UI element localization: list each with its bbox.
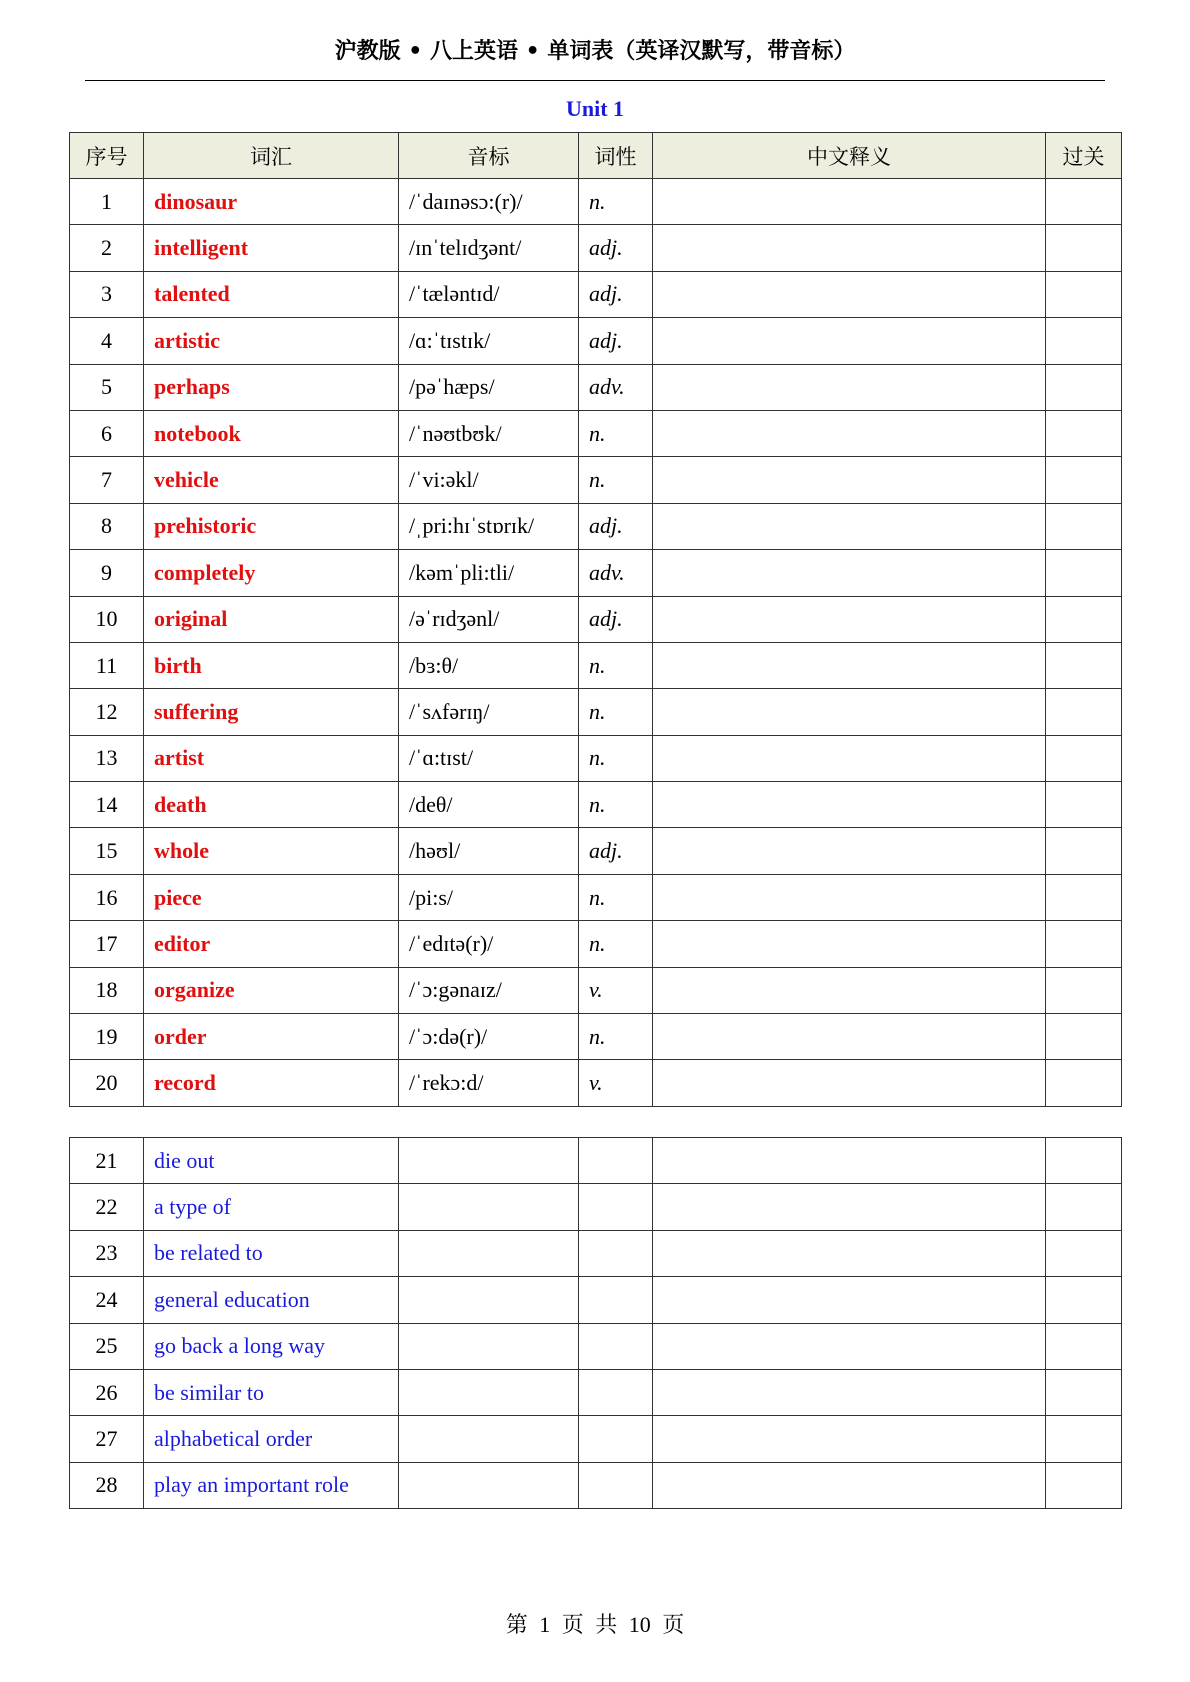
word: piece: [144, 874, 399, 920]
pass-cell[interactable]: [1046, 318, 1122, 364]
meaning-cell[interactable]: [653, 179, 1046, 225]
row-number: 21: [70, 1138, 144, 1184]
phrase: play an important role: [144, 1462, 399, 1508]
part-of-speech: n.: [579, 921, 653, 967]
meaning-cell[interactable]: [653, 318, 1046, 364]
meaning-cell[interactable]: [653, 642, 1046, 688]
pass-cell[interactable]: [1046, 874, 1122, 920]
word: birth: [144, 642, 399, 688]
part-of-speech: n.: [579, 874, 653, 920]
meaning-cell[interactable]: [653, 550, 1046, 596]
phonetic: /pi:s/: [399, 874, 579, 920]
table-row: [70, 1230, 1122, 1276]
phonetic: /həʊl/: [399, 828, 579, 874]
row-number: 18: [70, 967, 144, 1013]
row-number: 10: [70, 596, 144, 642]
row-number: 14: [70, 782, 144, 828]
meaning-cell[interactable]: [653, 1323, 1046, 1369]
word: prehistoric: [144, 503, 399, 549]
phonetic: /ˈtæləntɪd/: [399, 271, 579, 317]
unit-heading: Unit 1: [565, 96, 625, 121]
title-divider: [85, 80, 1105, 81]
row-number: 28: [70, 1462, 144, 1508]
phonetic: /ˈɑ:tɪst/: [399, 735, 579, 781]
column-header: 过关: [1046, 133, 1122, 179]
phrase: be related to: [144, 1230, 399, 1276]
row-number: 24: [70, 1277, 144, 1323]
phrase: a type of: [144, 1184, 399, 1230]
part-of-speech: n.: [579, 642, 653, 688]
row-number: 16: [70, 874, 144, 920]
table-row: [70, 596, 1122, 642]
meaning-cell[interactable]: [653, 828, 1046, 874]
pass-cell[interactable]: [1046, 921, 1122, 967]
table-row: [70, 1014, 1122, 1060]
table-row: [70, 642, 1122, 688]
part-of-speech: adj.: [579, 225, 653, 271]
table-row: [70, 179, 1122, 225]
pass-cell[interactable]: [1046, 410, 1122, 456]
phrase: go back a long way: [144, 1323, 399, 1369]
word: suffering: [144, 689, 399, 735]
phrase: alphabetical order: [144, 1416, 399, 1462]
word: intelligent: [144, 225, 399, 271]
row-number: 19: [70, 1014, 144, 1060]
table-row: [70, 1416, 1122, 1462]
meaning-cell[interactable]: [653, 410, 1046, 456]
pass-cell[interactable]: [1046, 1060, 1122, 1106]
phonetic: /ˈdaɪnəsɔ:(r)/: [399, 179, 579, 225]
phrase-table: [69, 1137, 1122, 1509]
pass-cell[interactable]: [1046, 1323, 1122, 1369]
table-row: [70, 1184, 1122, 1230]
row-number: 2: [70, 225, 144, 271]
part-of-speech: adj.: [579, 596, 653, 642]
column-header: 词性: [579, 133, 653, 179]
phonetic-cell: [399, 1138, 579, 1184]
row-number: 5: [70, 364, 144, 410]
part-of-speech: adj.: [579, 318, 653, 364]
pass-cell[interactable]: [1046, 179, 1122, 225]
row-number: 25: [70, 1323, 144, 1369]
table-row: [70, 1060, 1122, 1106]
phonetic: /ɑ:ˈtɪstɪk/: [399, 318, 579, 364]
table-row: [70, 1323, 1122, 1369]
pass-cell[interactable]: [1046, 271, 1122, 317]
meaning-cell[interactable]: [653, 457, 1046, 503]
pass-cell[interactable]: [1046, 642, 1122, 688]
column-header: 音标: [399, 133, 579, 179]
meaning-cell[interactable]: [653, 225, 1046, 271]
phonetic-cell: [399, 1277, 579, 1323]
pass-cell[interactable]: [1046, 225, 1122, 271]
word: vehicle: [144, 457, 399, 503]
row-number: 26: [70, 1369, 144, 1415]
meaning-cell[interactable]: [653, 1416, 1046, 1462]
row-number: 7: [70, 457, 144, 503]
pass-cell[interactable]: [1046, 828, 1122, 874]
part-of-speech: n.: [579, 1014, 653, 1060]
pass-cell[interactable]: [1046, 1014, 1122, 1060]
table-row: [70, 1138, 1122, 1184]
part-of-speech-cell: [579, 1416, 653, 1462]
table-row: [70, 271, 1122, 317]
phonetic: /ˈedɪtə(r)/: [399, 921, 579, 967]
row-number: 13: [70, 735, 144, 781]
part-of-speech: n.: [579, 689, 653, 735]
part-of-speech: adj.: [579, 271, 653, 317]
column-header: 词汇: [144, 133, 399, 179]
table-row: [70, 318, 1122, 364]
part-of-speech: n.: [579, 457, 653, 503]
phonetic: /bɜ:θ/: [399, 642, 579, 688]
pass-cell[interactable]: [1046, 1369, 1122, 1415]
phonetic: /ˈsʌfərɪŋ/: [399, 689, 579, 735]
phonetic-cell: [399, 1416, 579, 1462]
word: talented: [144, 271, 399, 317]
meaning-cell[interactable]: [653, 689, 1046, 735]
word: death: [144, 782, 399, 828]
word: dinosaur: [144, 179, 399, 225]
word: notebook: [144, 410, 399, 456]
meaning-cell[interactable]: [653, 782, 1046, 828]
part-of-speech-cell: [579, 1230, 653, 1276]
table-row: [70, 225, 1122, 271]
table-row: [70, 1369, 1122, 1415]
phonetic: /ˈrekɔ:d/: [399, 1060, 579, 1106]
table-row: [70, 782, 1122, 828]
table-row: [70, 828, 1122, 874]
pass-cell[interactable]: [1046, 550, 1122, 596]
page-footer: 第 1 页 共 10 页: [505, 1612, 685, 1637]
word: artistic: [144, 318, 399, 364]
meaning-cell[interactable]: [653, 1462, 1046, 1508]
meaning-cell[interactable]: [653, 967, 1046, 1013]
part-of-speech: adj.: [579, 828, 653, 874]
meaning-cell[interactable]: [653, 874, 1046, 920]
part-of-speech: adj.: [579, 503, 653, 549]
row-number: 17: [70, 921, 144, 967]
table-row: [70, 874, 1122, 920]
word: order: [144, 1014, 399, 1060]
phonetic: /ˈɔ:də(r)/: [399, 1014, 579, 1060]
table-row: [70, 689, 1122, 735]
pass-cell[interactable]: [1046, 596, 1122, 642]
document-title: 沪教版 • 八上英语 • 单词表（英译汉默写，带音标）: [334, 39, 856, 64]
row-number: 15: [70, 828, 144, 874]
phonetic: /ˈnəʊtbʊk/: [399, 410, 579, 456]
word: organize: [144, 967, 399, 1013]
pass-cell[interactable]: [1046, 1416, 1122, 1462]
part-of-speech-cell: [579, 1277, 653, 1323]
row-number: 9: [70, 550, 144, 596]
word: artist: [144, 735, 399, 781]
part-of-speech-cell: [579, 1184, 653, 1230]
word: original: [144, 596, 399, 642]
row-number: 20: [70, 1060, 144, 1106]
meaning-cell[interactable]: [653, 503, 1046, 549]
part-of-speech: adv.: [579, 550, 653, 596]
phonetic: /pəˈhæps/: [399, 364, 579, 410]
meaning-cell[interactable]: [653, 1369, 1046, 1415]
row-number: 22: [70, 1184, 144, 1230]
pass-cell[interactable]: [1046, 735, 1122, 781]
part-of-speech: n.: [579, 735, 653, 781]
phrase: general education: [144, 1277, 399, 1323]
row-number: 27: [70, 1416, 144, 1462]
part-of-speech-cell: [579, 1323, 653, 1369]
meaning-cell[interactable]: [653, 1277, 1046, 1323]
row-number: 8: [70, 503, 144, 549]
pass-cell[interactable]: [1046, 1462, 1122, 1508]
meaning-cell[interactable]: [653, 1184, 1046, 1230]
row-number: 3: [70, 271, 144, 317]
phonetic: /ˈɔ:gənaɪz/: [399, 967, 579, 1013]
part-of-speech: v.: [579, 1060, 653, 1106]
phonetic: /kəmˈpli:tli/: [399, 550, 579, 596]
pass-cell[interactable]: [1046, 689, 1122, 735]
pass-cell[interactable]: [1046, 967, 1122, 1013]
meaning-cell[interactable]: [653, 271, 1046, 317]
table-row: [70, 550, 1122, 596]
part-of-speech: v.: [579, 967, 653, 1013]
meaning-cell[interactable]: [653, 1060, 1046, 1106]
meaning-cell[interactable]: [653, 921, 1046, 967]
phonetic: /ˈvi:əkl/: [399, 457, 579, 503]
row-number: 6: [70, 410, 144, 456]
table-row: [70, 364, 1122, 410]
meaning-cell[interactable]: [653, 1138, 1046, 1184]
pass-cell[interactable]: [1046, 364, 1122, 410]
part-of-speech: n.: [579, 782, 653, 828]
word: perhaps: [144, 364, 399, 410]
row-number: 23: [70, 1230, 144, 1276]
table-row: [70, 503, 1122, 549]
table-row: [70, 1277, 1122, 1323]
phonetic-cell: [399, 1369, 579, 1415]
row-number: 11: [70, 642, 144, 688]
phrase: be similar to: [144, 1369, 399, 1415]
phrase: die out: [144, 1138, 399, 1184]
part-of-speech: adv.: [579, 364, 653, 410]
pass-cell[interactable]: [1046, 1277, 1122, 1323]
meaning-cell[interactable]: [653, 596, 1046, 642]
meaning-cell[interactable]: [653, 1014, 1046, 1060]
meaning-cell[interactable]: [653, 735, 1046, 781]
meaning-cell[interactable]: [653, 364, 1046, 410]
word: editor: [144, 921, 399, 967]
phonetic-cell: [399, 1184, 579, 1230]
part-of-speech: n.: [579, 179, 653, 225]
table-row: [70, 967, 1122, 1013]
pass-cell[interactable]: [1046, 782, 1122, 828]
table-row: [70, 735, 1122, 781]
phonetic-cell: [399, 1230, 579, 1276]
pass-cell[interactable]: [1046, 1138, 1122, 1184]
word: whole: [144, 828, 399, 874]
meaning-cell[interactable]: [653, 1230, 1046, 1276]
table-row: [70, 1462, 1122, 1508]
pass-cell[interactable]: [1046, 1230, 1122, 1276]
part-of-speech-cell: [579, 1369, 653, 1415]
column-header: 中文释义: [653, 133, 1046, 179]
column-header: 序号: [70, 133, 144, 179]
row-number: 12: [70, 689, 144, 735]
table-row: [70, 410, 1122, 456]
word: completely: [144, 550, 399, 596]
phonetic: /əˈrɪdʒənl/: [399, 596, 579, 642]
table-row: [70, 457, 1122, 503]
phonetic-cell: [399, 1323, 579, 1369]
phonetic: /ˌpri:hɪˈstɒrɪk/: [399, 503, 579, 549]
part-of-speech: n.: [579, 410, 653, 456]
part-of-speech-cell: [579, 1138, 653, 1184]
table-row: [70, 921, 1122, 967]
word: record: [144, 1060, 399, 1106]
phonetic-cell: [399, 1462, 579, 1508]
phonetic: /deθ/: [399, 782, 579, 828]
vocabulary-table: [69, 132, 1122, 1107]
row-number: 4: [70, 318, 144, 364]
phonetic: /ɪnˈtelɪdʒənt/: [399, 225, 579, 271]
row-number: 1: [70, 179, 144, 225]
pass-cell[interactable]: [1046, 457, 1122, 503]
part-of-speech-cell: [579, 1462, 653, 1508]
pass-cell[interactable]: [1046, 503, 1122, 549]
pass-cell[interactable]: [1046, 1184, 1122, 1230]
